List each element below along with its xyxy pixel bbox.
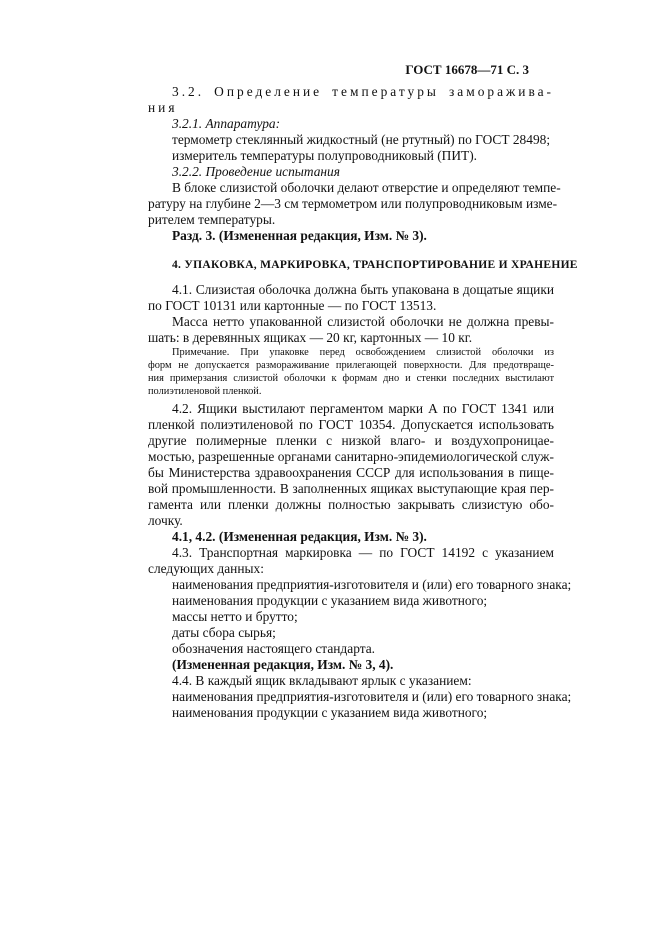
section-3-2-title: 3.2. Определение температуры заморажива-	[172, 84, 554, 99]
marking-item: даты сбора сырья;	[172, 625, 276, 640]
paragraph-line: мостью, разрешенные органами санитарно-эпидемиологической служ-	[148, 449, 554, 464]
note-line: Примечание. При упаковке перед освобождением слизистой оболочки из	[172, 347, 554, 358]
section-3-2-title-cont: ния	[148, 100, 178, 115]
page-header: ГОСТ 16678—71 С. 3	[405, 62, 529, 77]
paragraph-line: 4.3. Транспортная маркировка — по ГОСТ 14192 с указанием	[172, 545, 554, 560]
label-item: наименования продукции с указанием вида животного;	[172, 705, 488, 720]
paragraph-line: рителем температуры.	[148, 212, 276, 227]
paragraph-line: 4.2. Ящики выстилают пергаментом марки А по ГОСТ 1341 или	[172, 401, 554, 416]
paragraph-line: 4.4. В каждый ящик вкладывают ярлык с указанием:	[172, 673, 472, 688]
paragraph-line: следующих данных:	[148, 561, 264, 576]
amendment-note: Разд. 3. (Измененная редакция, Изм. № 3).	[172, 228, 427, 243]
note-line: полиэтиленовой пленкой.	[148, 386, 262, 397]
paragraph-line: гамента или пленки должны полностью закрывать слизистую обо-	[148, 497, 554, 512]
marking-item: наименования продукции с указанием вида животного;	[172, 593, 488, 608]
section-4-heading: 4. УПАКОВКА, МАРКИРОВКА, ТРАНСПОРТИРОВАНИЕ И ХРАНЕНИЕ	[172, 259, 578, 271]
paragraph-line: другие полимерные пленки с низкой влаго- и воздухопроницае-	[148, 433, 554, 448]
paragraph-line: пленкой полиэтиленовой по ГОСТ 10354. Допускается использовать	[148, 417, 554, 432]
label-item: наименования предприятия-изготовителя и (или) его товарного знака;	[172, 689, 572, 704]
marking-item: обозначения настоящего стандарта.	[172, 641, 376, 656]
paragraph-line: В блоке слизистой оболочки делают отверстие и определяют темпе-	[172, 180, 561, 195]
paragraph-line: шать: в деревянных ящиках — 20 кг, картонных — 10 кг.	[148, 330, 473, 345]
amendment-note: (Измененная редакция, Изм. № 3, 4).	[172, 657, 394, 672]
paragraph-line: 4.1. Слизистая оболочка должна быть упакована в дощатые ящики	[172, 282, 554, 297]
section-3-2-1-heading: 3.2.1. Аппаратура:	[172, 116, 281, 131]
equipment-item: измеритель температуры полупроводниковый (ПИТ).	[172, 148, 478, 163]
amendment-note: 4.1, 4.2. (Измененная редакция, Изм. № 3).	[172, 529, 427, 544]
paragraph-line: лочку.	[148, 513, 183, 528]
note-line: форм не допускается размораживание прилегающей поверхности. Для предотвраще-	[148, 360, 554, 371]
note-line: ния примерзания слизистой оболочки к формам дно и стенки последних выстилают	[148, 373, 554, 384]
marking-item: массы нетто и брутто;	[172, 609, 298, 624]
section-3-2-2-heading: 3.2.2. Проведение испытания	[172, 164, 340, 179]
paragraph-line: бы Министерства здравоохранения СССР для использования в пище-	[148, 465, 554, 480]
paragraph-line: ратуру на глубине 2—3 см термометром или полупроводниковым изме-	[148, 196, 558, 211]
paragraph-line: по ГОСТ 10131 или картонные — по ГОСТ 13513.	[148, 298, 437, 313]
paragraph-line: вой промышленности. В заполненных ящиках выступающие края пер-	[148, 481, 554, 496]
paragraph-line: Масса нетто упакованной слизистой оболочки не должна превы-	[172, 314, 554, 329]
marking-item: наименования предприятия-изготовителя и (или) его товарного знака;	[172, 577, 572, 592]
equipment-item: термометр стеклянный жидкостный (не ртутный) по ГОСТ 28498;	[172, 132, 551, 147]
